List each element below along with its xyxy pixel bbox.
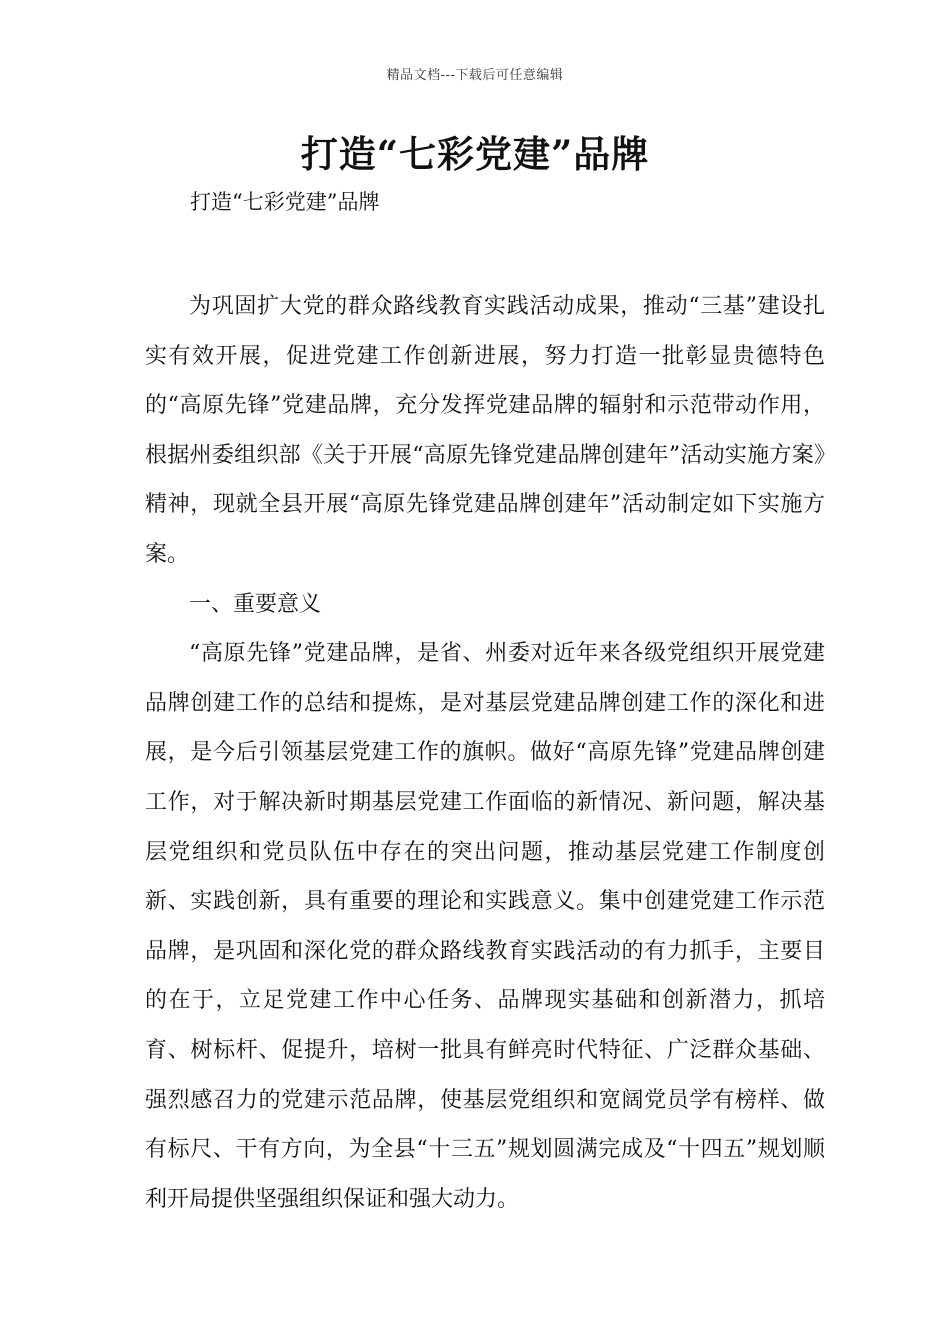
document-subtitle: 打造“七彩党建”品牌 (190, 190, 380, 214)
paragraph-significance: “高原先锋”党建品牌，是省、州委对近年来各级党组织开展党建品牌创建工作的总结和提炼，是对基层党建品牌创建工作的深化和进展，是今后引领基层党建工作的旗帜。做好“高原先锋”党建品牌创建工作，对于解决新时期基层党建工作面临的新情况、新问题，解决基层党组织和党员队伍中存在的突出问题，推动基层党建工作制度创新、实践创新，具有重要的理论和实践意义。集中创建党建工作示范品牌，是巩固和深化党的群众路线教育实践活动的有力抓手，主要目的在于，立足党建工作中心任务、品牌现实基础和创新潜力，抓培育、树标杆、促提升，培树一批具有鲜亮时代特征、广泛群众基础、强烈感召力的党建示范品牌，使基层党组织和宽阔党员学有榜样、做有标尺、干有方向，为全县“十三五”规划圆满完成及“十四五”规划顺利开局提供坚强组织保证和强大动力。 (145, 641, 825, 1212)
document-body (145, 282, 825, 1224)
section-heading: 一、重要意义 (189, 591, 322, 617)
header-watermark: 精品文档---下载后可任意编辑 (386, 68, 564, 83)
paragraph-intro: 为巩固扩大党的群众路线教育实践活动成果，推动“三基”建设扎实有效开展，促进党建工作创新进展，努力打造一批彰显贵德特色的“高原先锋”党建品牌，充分发挥党建品牌的辐射和示范带动作用，根据州委组织部《关于开展“高原先锋党建品牌创建年”活动实施方案》精神，现就全县开展“高原先锋党建品牌创建年”活动制定如下实施方案。 (145, 294, 825, 567)
document-title: 打造“七彩党建”品牌 (300, 132, 650, 176)
